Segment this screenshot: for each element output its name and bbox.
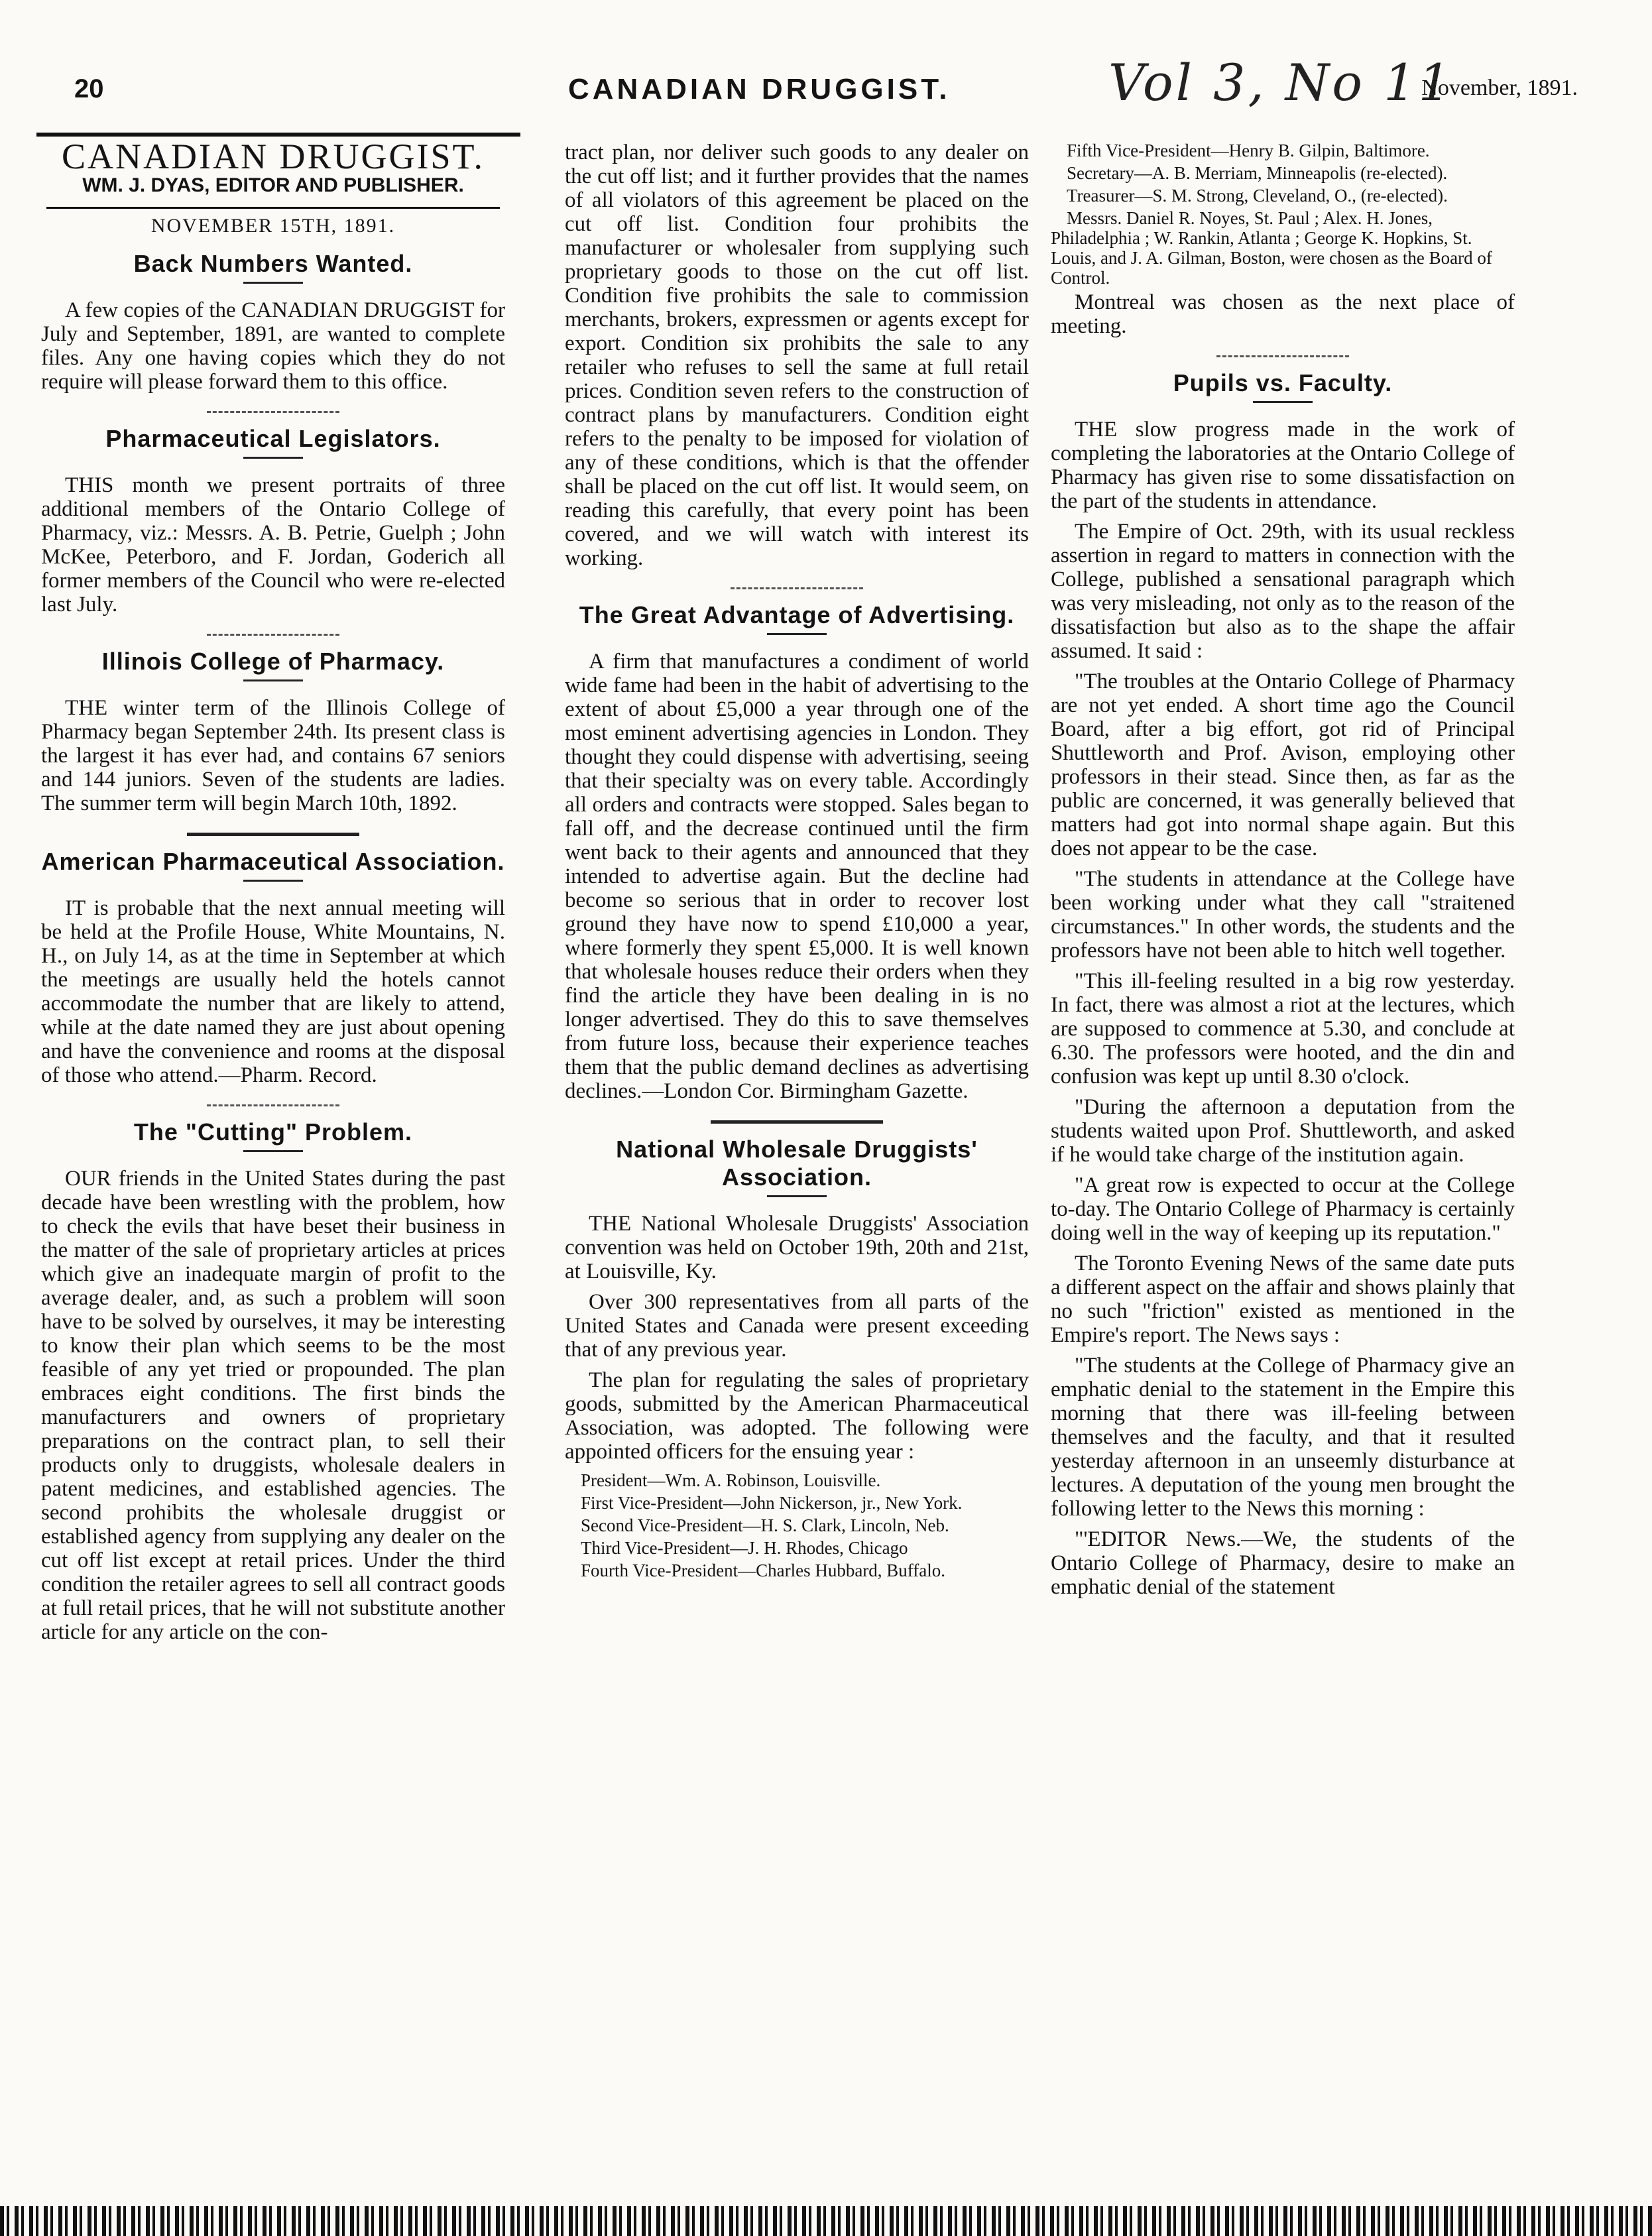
article-separator (207, 411, 339, 413)
page-header (74, 53, 1578, 119)
article-heading-nwda: National Wholesale Druggists' Association. (616, 1136, 978, 1191)
article-paragraph: "The students in attendance at the College have been working under what they call "straitened circumstances." In other words, the students and the professors have not been able to hitch well together. (1051, 867, 1515, 963)
article-separator (207, 634, 339, 636)
article-body-nwda-p3: The plan for regulating the sales of proprietary goods, submitted by the American Pharmaceutical Association, was adopted. The following were appointed officers for the ensuing year : (565, 1368, 1029, 1464)
article-heading-pupils: Pupils vs. Faculty. (1173, 369, 1393, 396)
officer-entry: Secretary—A. B. Merriam, Minneapolis (re-elected). (1067, 163, 1448, 183)
article-paragraph: The Toronto Evening News of the same date puts a different aspect on the affair and shows plainly that no such "friction" existed as mentioned in the Empire's report. The News says : (1051, 1252, 1515, 1347)
article-paragraph: "During the afternoon a deputation from the students waited upon Prof. Shuttleworth, and asked if he would take charge of the institution again. (1051, 1095, 1515, 1167)
issue-date: November, 1891. (1421, 76, 1578, 100)
officer-entry: President—Wm. A. Robinson, Louisville. (581, 1470, 881, 1490)
masthead-date: NOVEMBER 15TH, 1891. (150, 215, 396, 237)
article-paragraph: THE slow progress made in the work of completing the laboratories at the Ontario College of Pharmacy has given rise to some dissatisfaction on the part of the students in attendance. (1051, 418, 1515, 513)
officer-entry: Treasurer—S. M. Strong, Cleveland, O., (re-elected). (1067, 186, 1448, 206)
article-separator (187, 833, 359, 836)
article-separator (1216, 355, 1349, 357)
column-1 (41, 137, 505, 1651)
article-paragraph: The Empire of Oct. 29th, with its usual reckless assertion in regard to matters in connection with the College, published a sensational paragraph which was very misleading, not only as to the reason of the dissatisfaction but also as to the shape the affair assumed. It said : (1051, 520, 1515, 663)
officer-entry: Second Vice-President—H. S. Clark, Lincoln, Neb. (581, 1515, 949, 1535)
column-3 (1051, 141, 1515, 1606)
article-heading-apa: American Pharmaceutical Association. (41, 848, 505, 875)
officer-entry: First Vice-President—John Nickerson, jr., New York. (581, 1493, 963, 1513)
article-separator (207, 1104, 339, 1106)
heading-rule (767, 633, 827, 635)
article-body-advertising: A firm that manufactures a condiment of world wide fame had been in the habit of advertising to the extent of about £5,000 a year through one of the most eminent advertising agencies in London. They thought they could dispense with advertising, seeing that their specialty was on every table. Accordingly all orders and contracts were stopped. Sales began to fall off, and the decrease continued until the firm went back to their agents and announced that they intended to advertise again. But the decline had become so serious that in order to recover lost ground they have now to spend £10,000 a year, where formerly they spent £5,000. It is well known that wholesale houses reduce their orders when they find the article they have been dealing in is no longer advertised. They do this to save themselves from future loss, because their experience teaches them that the public demand declines as advertising declines.—London Cor. Birmingham Gazette. (565, 650, 1029, 1103)
bottom-border-strip (0, 2206, 1652, 2236)
article-paragraph: "The students at the College of Pharmacy give an emphatic denial to the statement in the Empire this morning that there was ill-feeling between themselves and the faculty, and that it resulted yesterday afternoon in an unseemly disturbance at lectures. A deputation of the young men brought the following letter to the News this morning : (1051, 1354, 1515, 1521)
heading-rule (243, 1150, 303, 1152)
officer-entry: Third Vice-President—J. H. Rhodes, Chicago (581, 1538, 908, 1558)
article-body-nwda-p2: Over 300 representatives from all parts of the United States and Canada were present exceeding that of any previous year. (565, 1290, 1029, 1362)
article-body-illinois: THE winter term of the Illinois College of Pharmacy began September 24th. Its present class is the largest it has ever had, and contains 67 seniors and 144 juniors. Seven of the students are ladies. The summer term will begin March 10th, 1892. (41, 696, 505, 815)
article-heading-legislators: Pharmaceutical Legislators. (105, 425, 441, 452)
officer-entry: Messrs. Daniel R. Noyes, St. Paul ; Alex. H. Jones, Philadelphia ; W. Rankin, Atlanta ; George K. Hopkins, St. Louis, and J. A. Gilman, Boston, were chosen as the Board of Control. (1051, 208, 1492, 288)
article-paragraph: "The troubles at the Ontario College of Pharmacy are not yet ended. A short time ago the Council Board, after a big effort, got rid of Principal Shuttleworth and Prof. Avison, employing other professors in their stead. Since then, as far as the public are concerned, it was generally believed that matters had got into normal shape again. But this does not appear to be the case. (1051, 670, 1515, 860)
article-body-legislators: THIS month we present portraits of three additional members of the Ontario College of Pharmacy, viz.: Messrs. A. B. Petrie, Guelph ; John McKee, Peterboro, and F. Jordan, Goderich all former members of the Council who were re-elected last July. (41, 473, 505, 617)
article-paragraph: "This ill-feeling resulted in a big row yesterday. In fact, there was almost a riot at the lectures, which are supposed to commence at 5.30, and conclude at 6.30. The professors were hooted, and the din and confusion was kept up until 8.30 o'clock. (1051, 969, 1515, 1089)
article-heading-cutting: The "Cutting" Problem. (133, 1118, 413, 1146)
article-heading-back-numbers: Back Numbers Wanted. (133, 250, 413, 277)
masthead-rule (46, 207, 500, 209)
article-paragraph: "'EDITOR News.—We, the students of the Ontario College of Pharmacy, desire to make an emphatic denial of the statement (1051, 1527, 1515, 1599)
heading-rule (243, 679, 303, 681)
article-body-cutting-part2: tract plan, nor deliver such goods to any dealer on the cut off list; and it further provides that the names of all violators of this agreement be placed on the cut off list. Condition four prohibits the manufacturer or wholesaler from supplying such proprietary goods to those on the cut off list. Condition five prohibits the sale to commission merchants, brokers, expressmen or agents except for export. Condition six prohibits the sale to any retailer who refuses to sell the same at full retail prices. Condition seven refers to the construction of contract plans by manufacturers. Condition eight refers to the penalty to be imposed for violation of any of these conditions, which is that the offender shall be placed on the cut off list. It would seem, on reading this carefully, that every point has been covered, and we will watch with interest its working. (565, 141, 1029, 570)
running-title: CANADIAN DRUGGIST. (568, 73, 951, 105)
article-heading-advertising: The Great Advantage of Advertising. (579, 601, 1015, 628)
officer-entry: Fourth Vice-President—Charles Hubbard, Buffalo. (581, 1560, 946, 1580)
article-separator (731, 587, 863, 589)
heading-rule (767, 1195, 827, 1197)
masthead-editor: WM. J. DYAS, EDITOR AND PUBLISHER. (82, 174, 464, 196)
article-body-apa: IT is probable that the next annual meeting will be held at the Profile House, White Mountains, N. H., on July 14, as at the time in September at which the meetings are usually held the hotels cannot accommodate the number that are likely to attend, while at the date named they are just about opening and have the convenience and rooms at the disposal of those who attend.—Pharm. Record. (41, 896, 505, 1087)
article-paragraph: "A great row is expected to occur at the College to-day. The Ontario College of Pharmacy is certainly doing well in the way of keeping up its reputation." (1051, 1173, 1515, 1245)
masthead (41, 137, 505, 238)
article-body-nwda-p1: THE National Wholesale Druggists' Association convention was held on October 19th, 20th and 21st, at Louisville, Ky. (565, 1212, 1029, 1283)
heading-rule (243, 282, 303, 284)
masthead-title: CANADIAN DRUGGIST. (62, 137, 485, 176)
article-heading-illinois: Illinois College of Pharmacy. (101, 648, 445, 675)
officer-entry: Fifth Vice-President—Henry B. Gilpin, Baltimore. (1067, 141, 1430, 160)
heading-rule (243, 457, 303, 459)
article-body-nwda-closing: Montreal was chosen as the next place of meeting. (1051, 290, 1515, 338)
column-2 (565, 141, 1029, 1583)
article-body-back-numbers: A few copies of the CANADIAN DRUGGIST for July and September, 1891, are wanted to complete files. Any one having copies which they do not require will please forward them to this office. (41, 298, 505, 394)
article-separator (711, 1120, 883, 1124)
heading-rule (243, 880, 303, 882)
handwritten-volume-note: Vol 3, No 11 (1108, 53, 1453, 112)
page-number: 20 (74, 74, 104, 103)
article-body-cutting-part1: OUR friends in the United States during the past decade have been wrestling with the problem, how to check the evils that have beset their business in the matter of the sale of proprietary articles at prices which give an inadequate margin of profit to the average dealer, and, as such a problem will soon have to be solved by ourselves, it may be interesting to know their plan which seems to be the most feasible of any yet tried or propounded. The plan embraces eight conditions. The first binds the manufacturers and owners of proprietary preparations on the contract plan, to sell their products only to druggists, wholesale dealers in patent medicines, and established agencies. The second prohibits the wholesale druggist or established agency from supplying any dealer on the cut off list except at retail prices. Under the third condition the retailer agrees to sell all contract goods at full retail prices, that he will not substitute another article for any article on the con- (41, 1167, 505, 1644)
heading-rule (1253, 401, 1313, 403)
